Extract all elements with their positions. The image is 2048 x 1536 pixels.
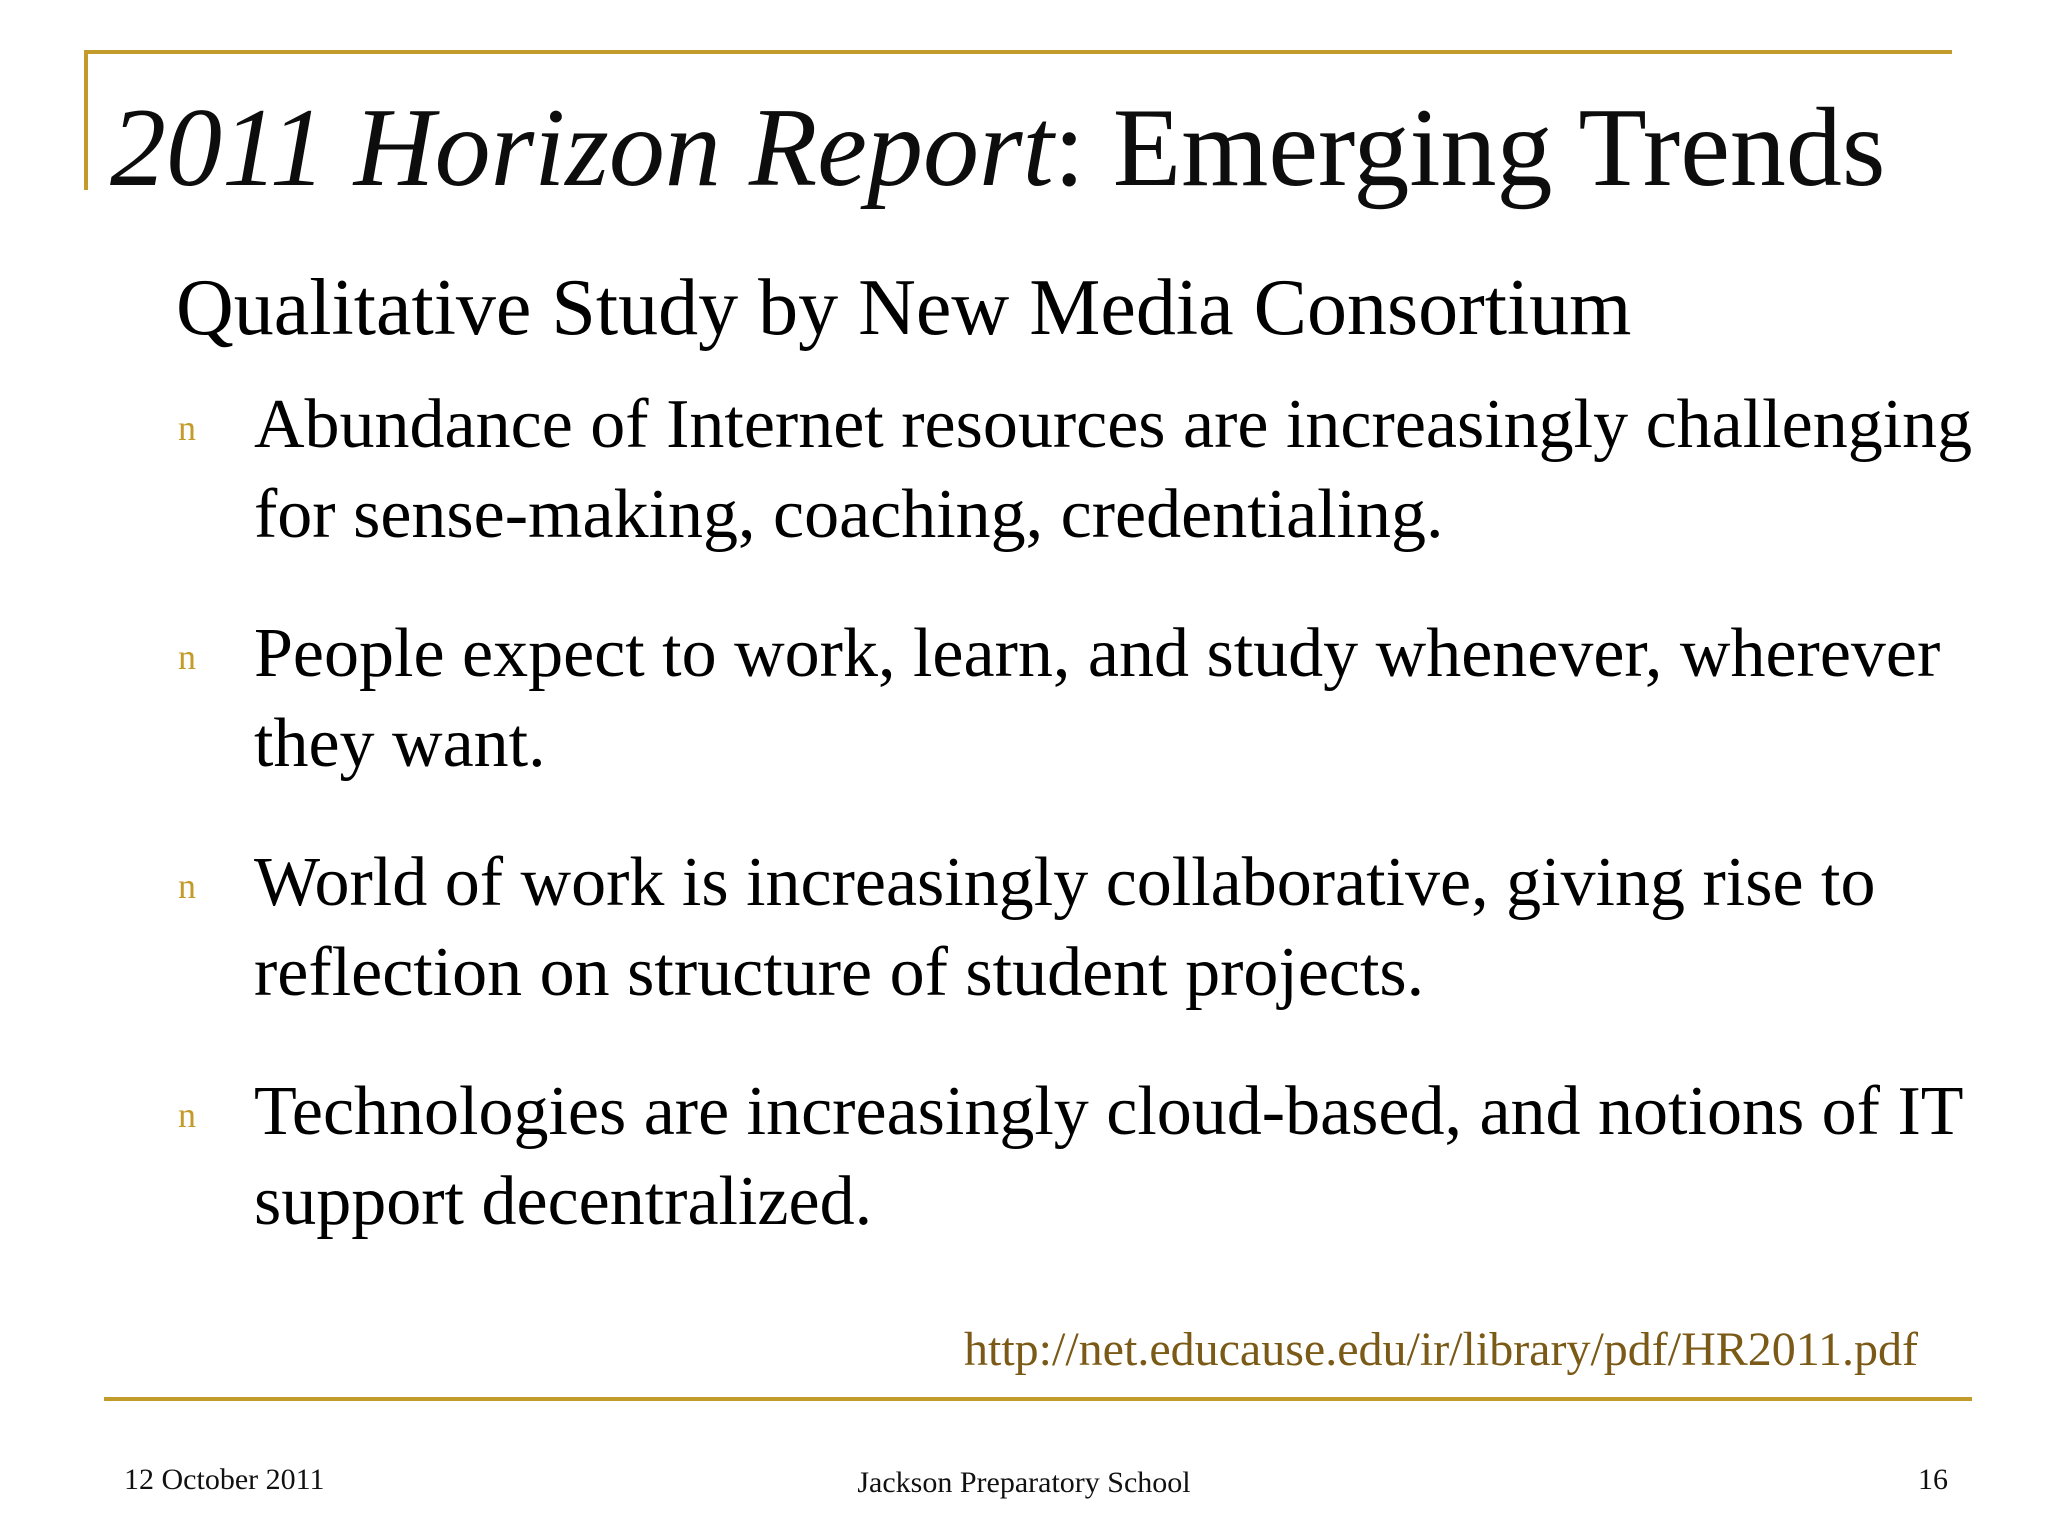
bullet-list <box>176 380 1976 1247</box>
bullet-text: People expect to work, learn, and study whenever, wherever they want. <box>254 615 1941 782</box>
slide-title <box>110 78 1885 218</box>
footer-school: Jackson Preparatory School <box>857 1466 1191 1499</box>
bullet-marker-icon: n <box>178 637 196 677</box>
bullet-text: Technologies are increasingly cloud-based, and notions of IT support decentralized. <box>254 1073 1963 1240</box>
top-accent-rule <box>84 50 1952 54</box>
bullet-text: World of work is increasingly collaborative, giving rise to reflection on structure of student projects. <box>254 844 1876 1011</box>
source-link[interactable]: http://net.educause.edu/ir/library/pdf/HR2011.pdf <box>964 1323 1918 1376</box>
bullet-item <box>176 838 1976 1018</box>
title-rest: : Emerging Trends <box>1053 86 1886 210</box>
bullet-marker-icon: n <box>178 866 196 906</box>
bullet-item <box>176 1067 1976 1247</box>
bottom-accent-rule <box>104 1397 1972 1401</box>
slide-subtitle: Qualitative Study by New Media Consortium <box>176 264 1632 352</box>
bullet-marker-icon: n <box>178 408 196 448</box>
bullet-text: Abundance of Internet resources are increasingly challenging for sense-making, coaching, credentialing. <box>254 386 1973 553</box>
bullet-item <box>176 380 1976 560</box>
left-accent-rule <box>84 50 88 190</box>
footer-page-number: 16 <box>1918 1463 1948 1496</box>
footer-date: 12 October 2011 <box>124 1463 325 1496</box>
bullet-marker-icon: n <box>178 1095 196 1135</box>
title-italic-part: 2011 Horizon Report <box>110 86 1054 210</box>
bullet-item <box>176 609 1976 789</box>
